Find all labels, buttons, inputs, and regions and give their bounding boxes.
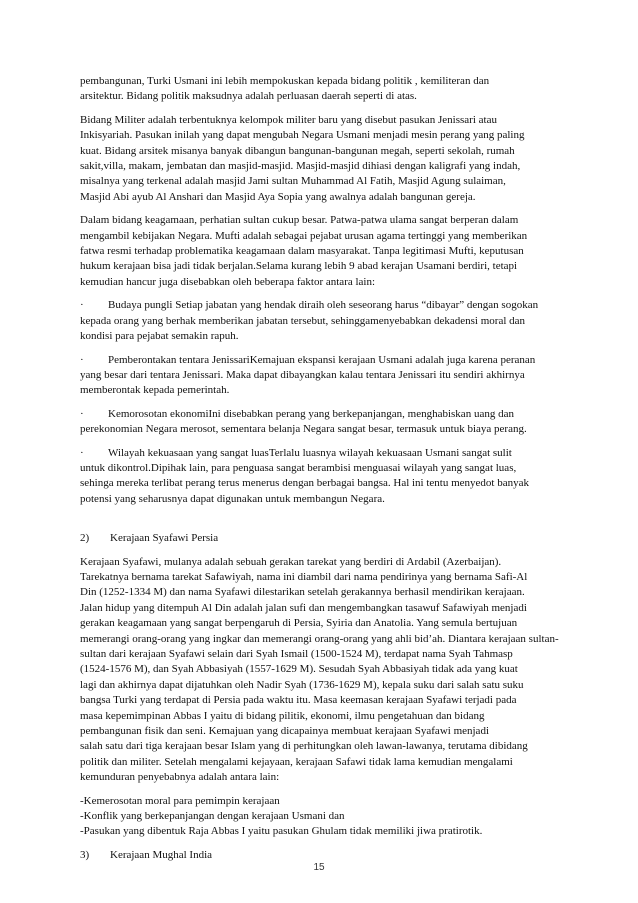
paragraph-line: sultan dari kerajaan Syafawi selain dari Syah Ismail (1500-1524 M), terdapat nama Syah Tahmasp xyxy=(80,648,513,660)
paragraph-line: gerakan keagamaan yang sangat berpengaruh di Persia, Syiria dan Anatolia. Yang semula bertujuan xyxy=(80,617,518,630)
paragraph-line: Bidang Militer adalah terbentuknya kelompok militer baru yang disebut pasukan Jenissari atau xyxy=(80,113,497,126)
bullet-mark: · xyxy=(80,353,84,366)
bullet-text: Pemberontakan tentara JenissariKemajuan ekspansi kerajaan Usmani adalah juga karena peranan xyxy=(108,353,536,366)
paragraph-line: Inkisyariah. Pasukan inilah yang dapat mengubah Negara Usmani menjadi mesin perang yang paling xyxy=(80,129,525,142)
bullet-first-line xyxy=(80,298,570,313)
paragraph-line: kemudian hancur juga disebabkan oleh beberapa faktor antara lain: xyxy=(80,275,376,288)
paragraph xyxy=(80,74,570,105)
paragraph-line: arsitektur. Bidang politik maksudnya adalah perluasan daerah seperti di atas. xyxy=(80,90,417,103)
bullet-first-line xyxy=(80,407,570,422)
paragraph-line: kuat. Bidang arsitek misanya banyak dibangun bangunan-bangunan megah, seperti sekolah, rumah xyxy=(80,144,515,157)
bullet-text: Kemorosotan ekonomiIni disebabkan perang yang berkepanjangan, menghabiskan uang dan xyxy=(108,407,514,420)
paragraph xyxy=(80,113,570,205)
paragraph-line: pembangunan fisik dan seni. Kemajuan yang dicapainya membuat kerajaan Syafawi menjadi xyxy=(80,725,489,738)
bullet-item xyxy=(80,298,570,344)
bullet-item xyxy=(80,407,570,438)
bullet-first-line xyxy=(80,353,570,368)
paragraph-line: mengambil kebijakan Negara. Mufti adalah sebagai pejabat urusan agama tertinggi yang memberikan xyxy=(80,229,528,242)
causes-list xyxy=(80,794,570,840)
cause-item: -Pasukan yang dibentuk Raja Abbas I yaitu pasukan Ghulam tidak memiliki jiwa pratirotik. xyxy=(80,825,483,838)
paragraph-line: sakit,villa, makam, jembatan dan masjid-masjid. Masjid-masjid dihiasi dengan kaligrafi yang indah, xyxy=(80,160,521,173)
paragraph-line: fatwa resmi terhadap problematika keagamaan dalam masyarakat. Tanpa legitimasi Mufti, keputusan xyxy=(80,245,524,258)
paragraph-line: memerangi orang-orang yang ingkar dan memerangi orang-orang yang ahli bid’ah. Diantara kerajaan sultan- xyxy=(80,632,559,645)
bullet-text: Wilayah kekuasaan yang sangat luasTerlalu luasnya wilayah kekuasaan Usmani sangat sulit xyxy=(108,446,512,459)
paragraph-line: lagi dan akhirnya dapat dijatuhkan oleh Nadir Syah (1736-1629 M), kepala suku dari salah satu suku xyxy=(80,678,524,691)
paragraph xyxy=(80,213,570,290)
paragraph-line: masa kepemimpinan Abbas I yaitu di bidang pilitik, ekonomi, ilmu pengetahuan dan bidang xyxy=(80,709,485,722)
paragraph-line: salah satu dari tiga kerajaan besar Islam yang di perhitungkan oleh lawan-lawanya, terutama dibidang xyxy=(80,740,528,753)
section-title: Kerajaan Mughal India xyxy=(110,848,213,861)
paragraph-syafawi xyxy=(80,555,570,786)
bullet-item xyxy=(80,446,570,508)
section-number: 3) xyxy=(80,848,90,861)
paragraph-line: pembangunan, Turki Usmani ini lebih mempokuskan kepada bidang politik , kemiliteran dan xyxy=(80,75,490,87)
paragraph-line: misalnya yang terkenal adalah masjid Jami sultan Muhammad Al Fatih, Masjid Agung sulaiman, xyxy=(80,175,506,188)
bullet-line: untuk dikontrol.Dipihak lain, para penguasa sangat berambisi menguasai wilayah yang sangat luas, xyxy=(80,461,517,474)
section-spacer xyxy=(80,515,570,531)
paragraph-line: Masjid Abi ayub Al Anshari dan Masjid Aya Sopia yang awalnya adalah bangunan gereja. xyxy=(80,190,476,203)
paragraph-line: Dalam bidang keagamaan, perhatian sultan cukup besar. Patwa-patwa ulama sangat berperan dalam xyxy=(80,214,519,227)
bullet-line: memberontak kepada pemerintah. xyxy=(80,384,230,397)
section-heading-mughal xyxy=(80,848,570,863)
section-number: 2) xyxy=(80,532,90,545)
paragraph-line: kemunduran penyebabnya adalah antara lain: xyxy=(80,771,280,784)
bullet-text: Budaya pungli Setiap jabatan yang hendak diraih oleh seseorang harus “dibayar” dengan sogokan xyxy=(108,299,539,312)
paragraph-line: Kerajaan Syafawi, mulanya adalah sebuah gerakan tarekat yang berdiri di Ardabil (Azerbaijan). xyxy=(80,555,502,568)
bullet-line: kondisi para pejabat semakin rapuh. xyxy=(80,330,239,343)
bullet-line: potensi yang seharusnya dapat digunakan untuk membangun Negara. xyxy=(80,492,385,505)
paragraph-line: Din (1252-1334 M) dan nama Syafawi dilestarikan setelah gerakannya berhasil mendirikan kerajaan. xyxy=(80,586,525,599)
bullet-mark: · xyxy=(80,446,84,459)
paragraph-line: Jalan hidup yang ditempuh Al Din adalah jalan sufi dan mengembangkan tasawuf Safawiyah menjadi xyxy=(80,601,527,614)
bullet-line: perekonomian Negara merosot, sementara belanja Negara sangat besar, termasuk untuk biaya perang. xyxy=(80,423,527,436)
bullet-line: yang besar dari tentara Jenissari. Maka dapat dibayangkan kalau tentara Jenissari itu sendiri akhirnya xyxy=(80,368,525,381)
paragraph-line: hukum kerajaan bisa jadi tidak berjalan.Selama kurang lebih 9 abad kerajan Usamani berdiri, tetapi xyxy=(80,260,518,273)
bullet-line: sehinga mereka terlibat perang terus menerus dengan berbagai bangsa. Hal ini tentu menyedot banyak xyxy=(80,477,530,490)
bullet-line: kepada orang yang berhak memberikan jabatan tersebut, sehinggamenyebabkan dekadensi moral dan xyxy=(80,314,526,327)
cause-item: -Konflik yang berkepanjangan dengan kerajaan Usmani dan xyxy=(80,810,345,823)
document-page xyxy=(80,74,570,871)
paragraph-line: bangsa Turki yang terdapat di Persia pada waktu itu. Masa keemasan kerajaan Syafawi terjadi pada xyxy=(80,694,517,707)
paragraph-line: Tarekatnya bernama tarekat Safawiyah, nama ini diambil dari nama pendirinya yang bernama Safi-Al xyxy=(80,570,528,583)
bullet-mark: · xyxy=(80,407,84,420)
bullet-item xyxy=(80,353,570,399)
page-number: 15 xyxy=(313,862,325,873)
bullet-mark: · xyxy=(80,299,84,312)
section-title: Kerajaan Syafawi Persia xyxy=(110,532,219,545)
paragraph-line: politik dan militer. Setelah mengalami kejayaan, kerajaan Safawi tidak lama kemudian mengalami xyxy=(80,755,513,768)
cause-item: -Kemerosotan moral para pemimpin kerajaan xyxy=(80,794,280,807)
paragraph-line: (1524-1576 M), dan Syah Abbasiyah (1557-1629 M). Sesudah Syah Abbasiyah tidak ada yang kuat xyxy=(80,663,518,676)
section-heading-syafawi xyxy=(80,531,570,546)
bullet-first-line xyxy=(80,446,570,461)
